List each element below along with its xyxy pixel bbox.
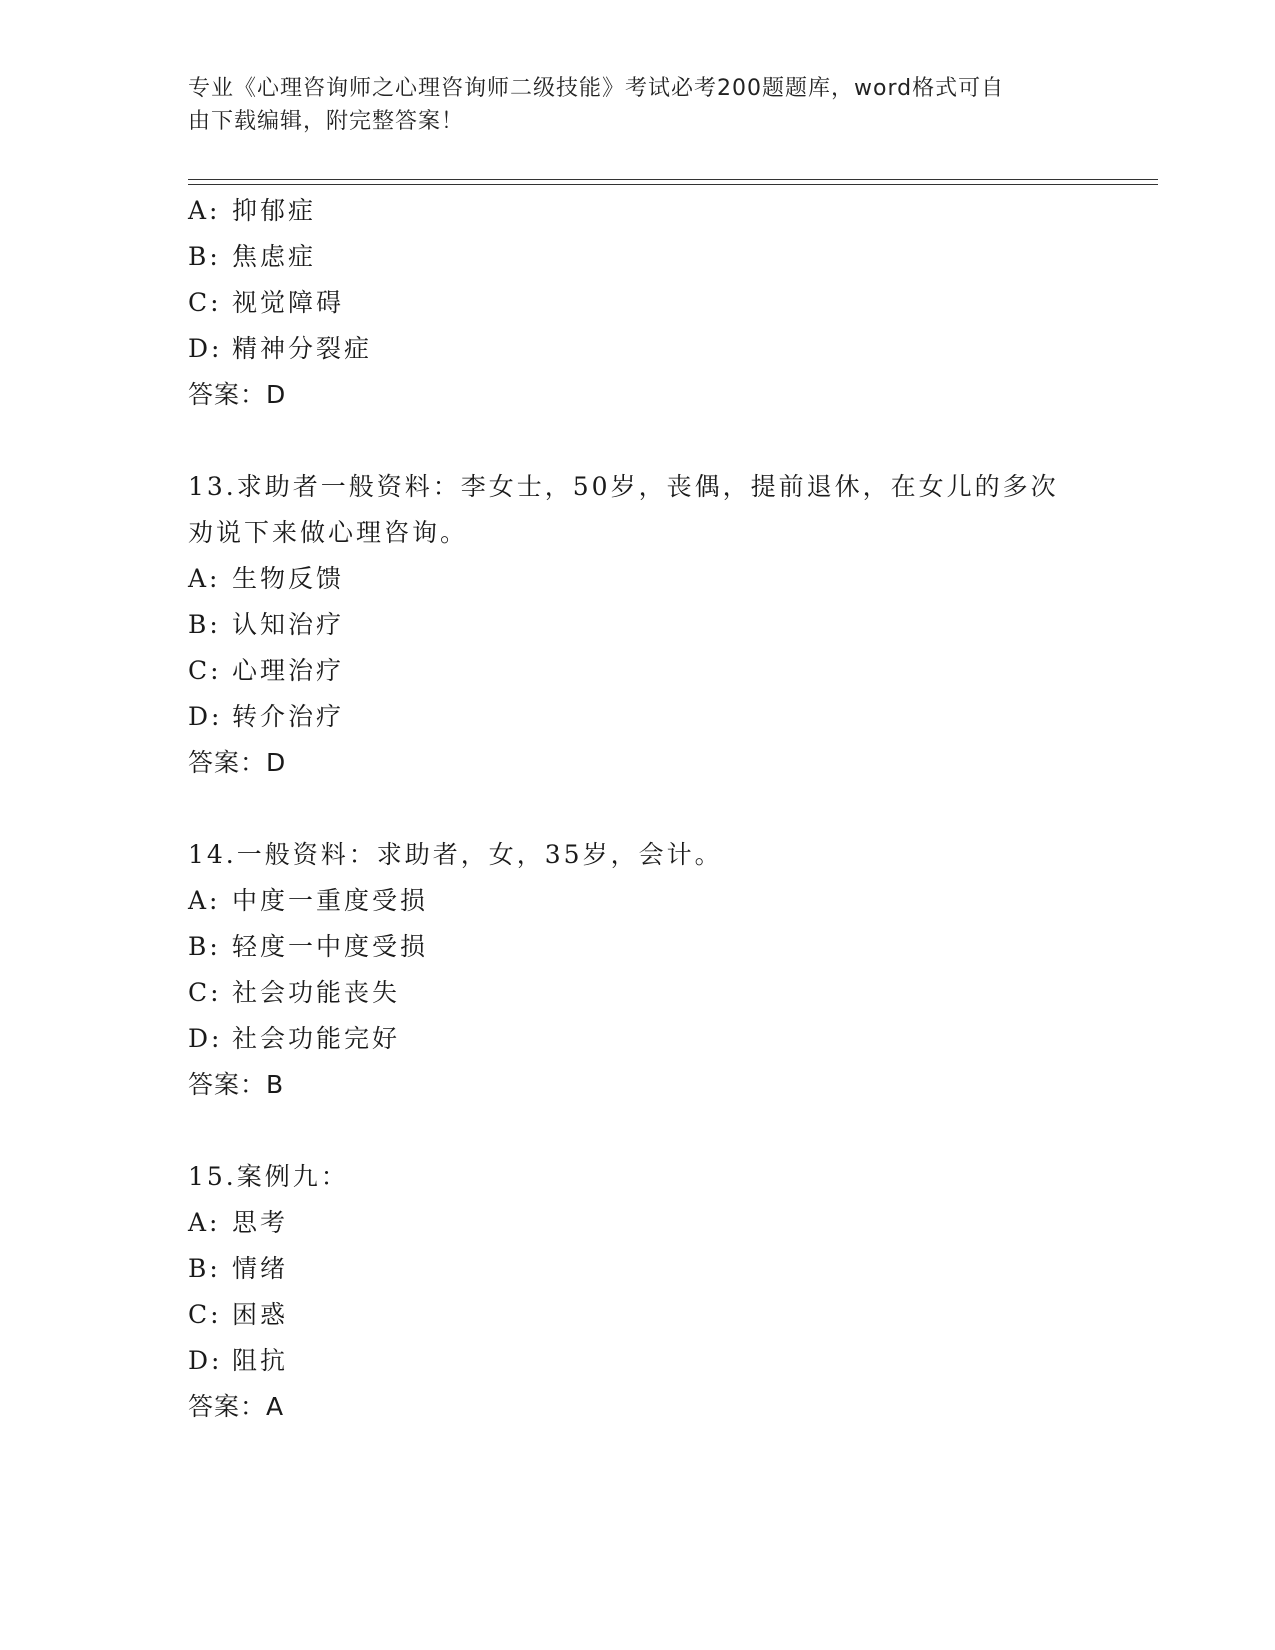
option-b: B: 轻度一中度受损 [188, 932, 429, 961]
header-line-1: 专业《心理咨询师之心理咨询师二级技能》考试必考200题题库，word格式可自 [188, 76, 1005, 101]
spacer [188, 418, 1148, 464]
option-c: C: 心理治疗 [188, 656, 345, 685]
option-d: D: 转介治疗 [188, 702, 345, 731]
option-a: A: 抑郁症 [188, 196, 317, 225]
header-line-2: 由下载编辑，附完整答案！ [188, 109, 465, 134]
answer: 答案：B [188, 1070, 285, 1099]
option-d: D: 社会功能完好 [188, 1024, 401, 1053]
option-c: C: 困惑 [188, 1300, 289, 1329]
option-b: B: 认知治疗 [188, 610, 345, 639]
question-stem: 14.一般资料：求助者，女，35岁，会计。 [188, 840, 723, 869]
answer: 答案：D [188, 380, 287, 409]
question-13 [188, 464, 1148, 786]
answer: 答案：A [188, 1392, 285, 1421]
document-header [188, 72, 1068, 138]
question-stem: 13.求助者一般资料：李女士，50岁，丧偶，提前退休，在女儿的多次 [188, 472, 1059, 501]
header-divider-secondary [188, 184, 1158, 185]
option-a: A: 生物反馈 [188, 564, 345, 593]
option-d: D: 阻抗 [188, 1346, 289, 1375]
option-b: B: 情绪 [188, 1254, 289, 1283]
question-stem: 15.案例九： [188, 1162, 349, 1191]
option-c: C: 社会功能丧失 [188, 978, 401, 1007]
option-c: C: 视觉障碍 [188, 288, 345, 317]
spacer [188, 786, 1148, 832]
question-14 [188, 832, 1148, 1108]
question-stem-continued: 劝说下来做心理咨询。 [188, 518, 469, 547]
option-b: B: 焦虑症 [188, 242, 317, 271]
question-list [188, 188, 1148, 1430]
header-divider [188, 179, 1158, 180]
option-d: D: 精神分裂症 [188, 334, 373, 363]
option-a: A: 中度一重度受损 [188, 886, 429, 915]
question-12 [188, 188, 1148, 418]
question-15 [188, 1154, 1148, 1430]
option-a: A: 思考 [188, 1208, 289, 1237]
answer: 答案：D [188, 748, 287, 777]
spacer [188, 1108, 1148, 1154]
